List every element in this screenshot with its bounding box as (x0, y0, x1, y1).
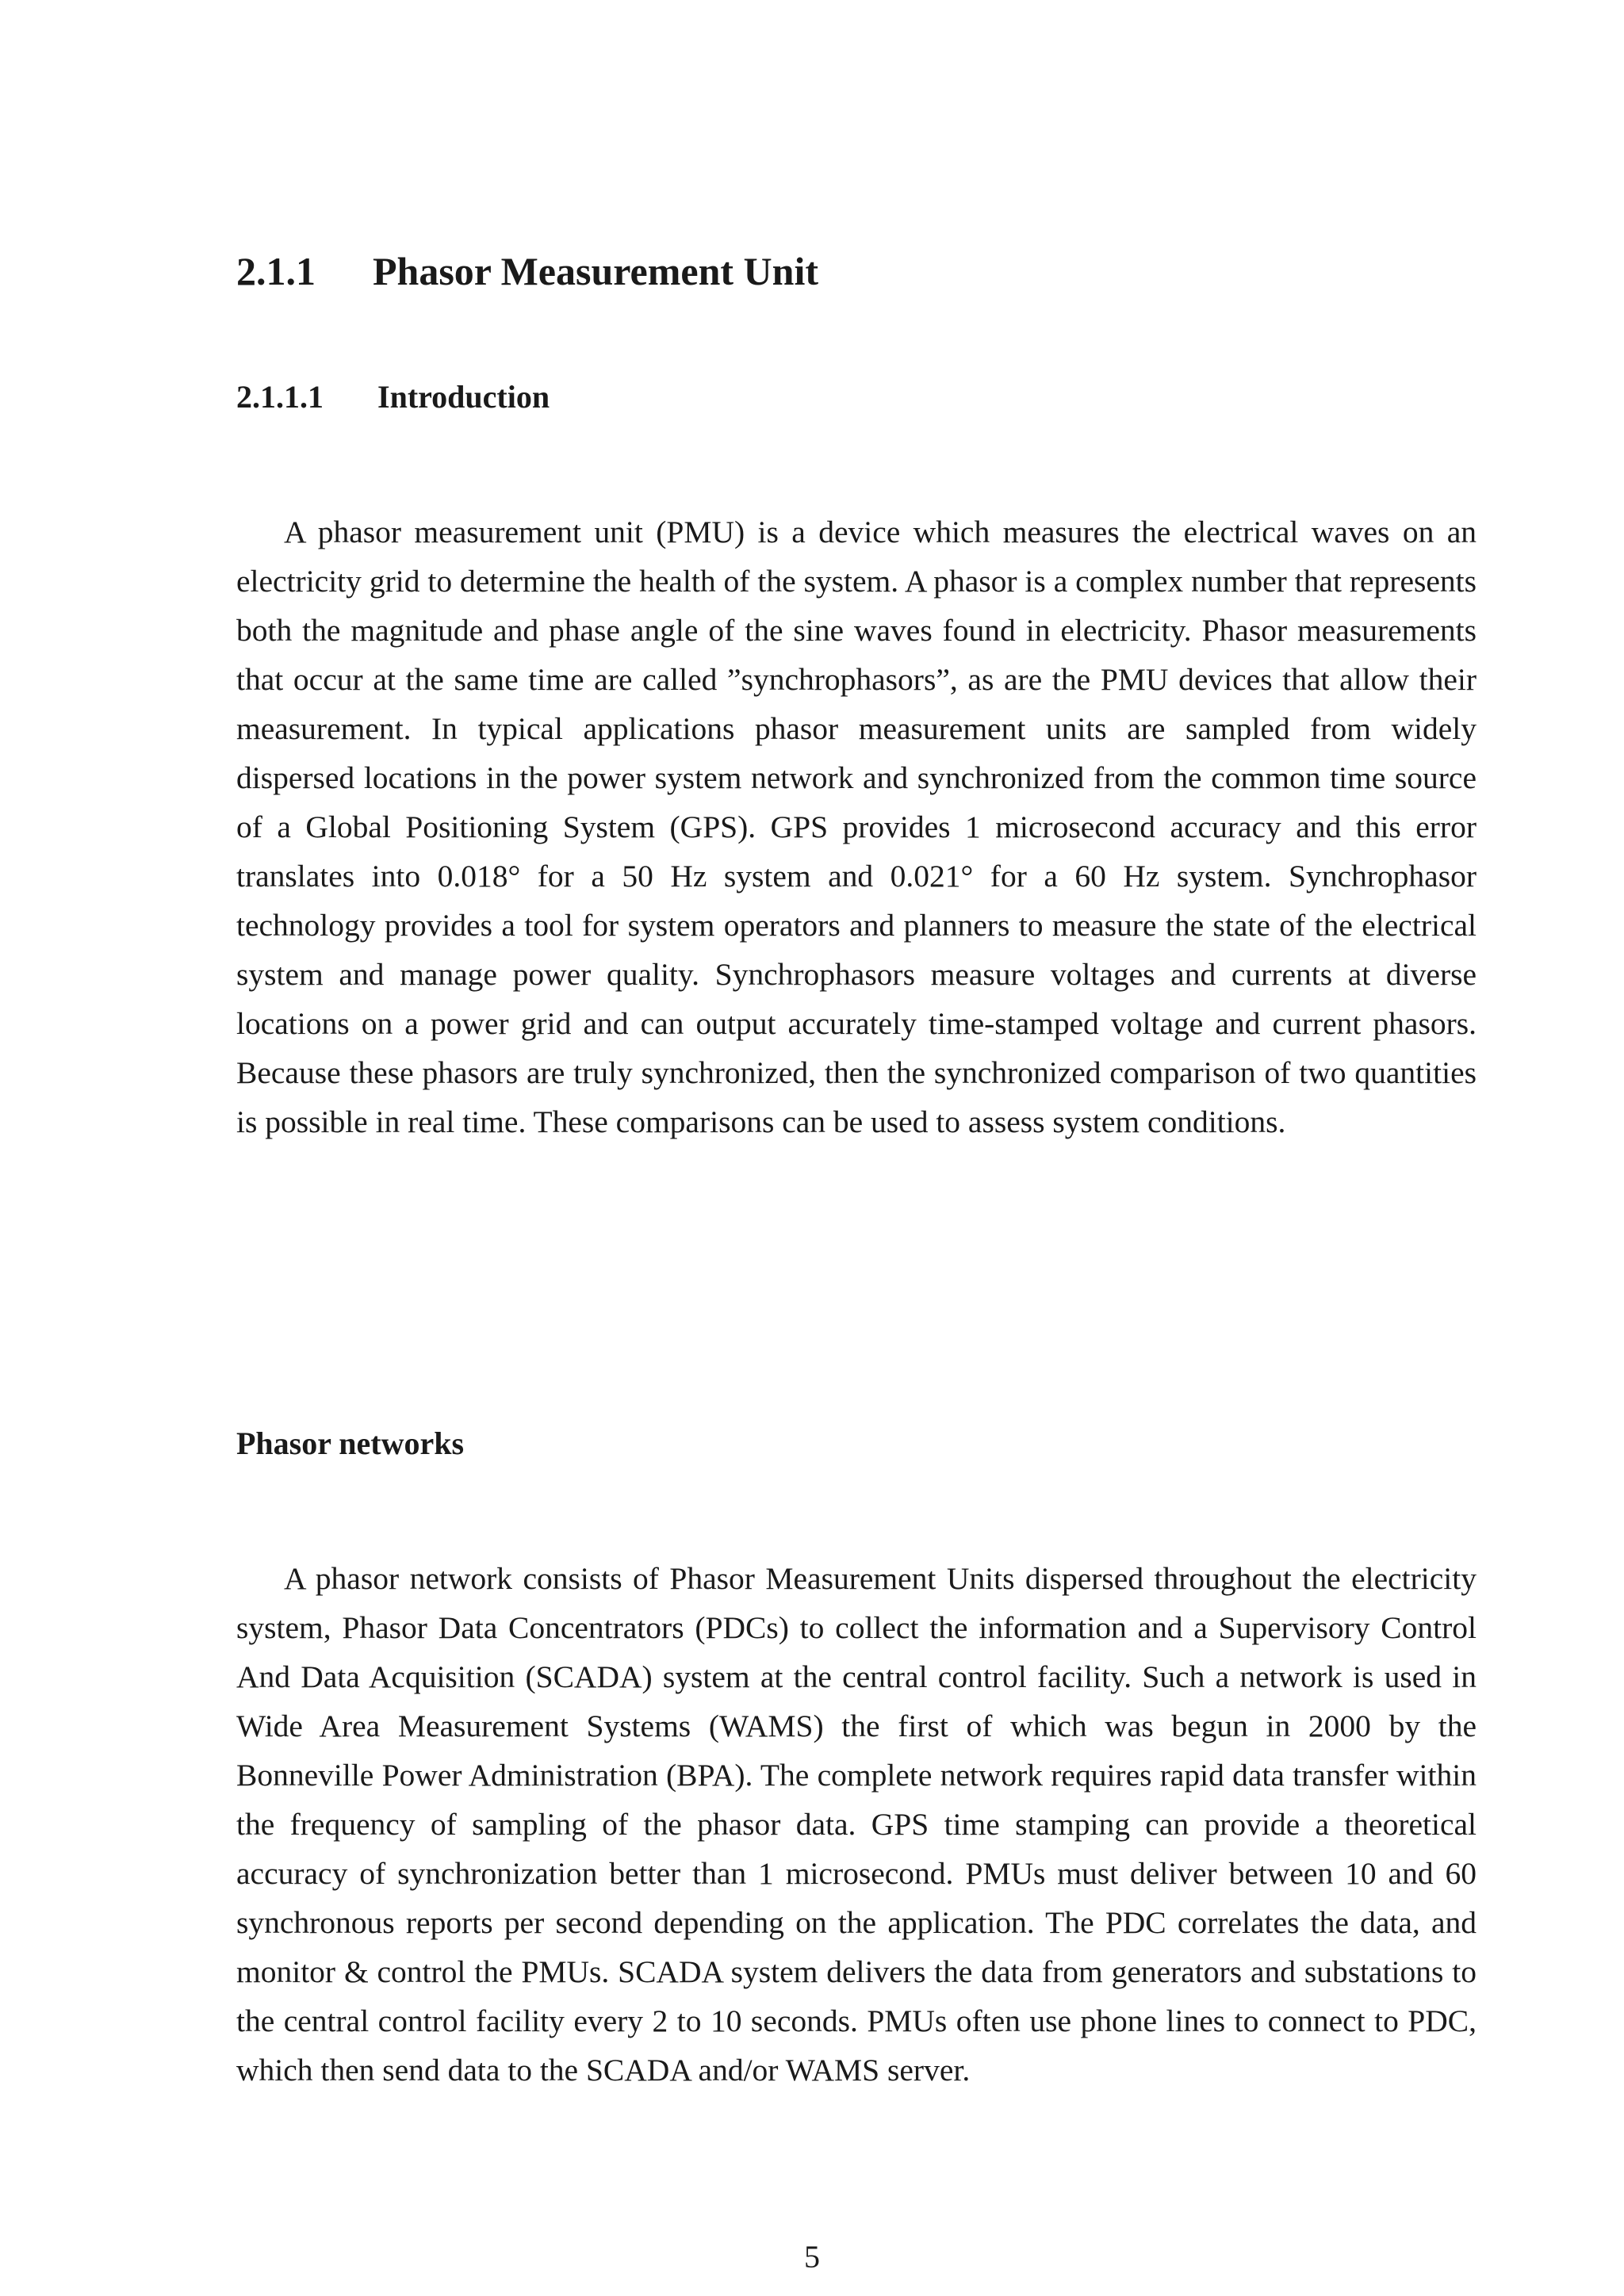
subsubsection-heading (236, 377, 550, 417)
subsubsection-title: Introduction (377, 379, 550, 415)
subsection-number: 2.1.1 (236, 249, 316, 293)
subsection-title: Phasor Measurement Unit (373, 249, 818, 293)
intro-paragraph: A phasor measurement unit (PMU) is a device which measures the electrical waves on an electricity grid to determine the health of the system. A phasor is a complex number that represents both the magnitude and phase angle of the sine waves found in electricity. Phasor measurements that occur at the same time are called ”synchrophasors”, as are the PMU devices that allow their measurement. In typical applications phasor measurement units are sampled from widely dispersed locations in the power system network and synchronized from the common time source of a Global Positioning System (GPS). GPS provides 1 microsecond accuracy and this error translates into 0.018° for a 50 Hz system and 0.021° for a 60 Hz system. Synchrophasor technology provides a tool for system operators and planners to measure the state of the electrical system and manage power quality. Synchrophasors measure voltages and currents at diverse locations on a power grid and can output accurately time-stamped voltage and current phasors. Because these phasors are truly synchronized, then the synchronized comparison of two quantities is possible in real time. These comparisons can be used to assess system conditions. (236, 515, 1477, 1139)
phasor-networks-paragraph: A phasor network consists of Phasor Measurement Units dispersed throughout the electricity system, Phasor Data Concentrators (PDCs) to collect the information and a Supervisory Control And Data Acquisition (SCADA) system at the central control facility. Such a network is used in Wide Area Measurement Systems (WAMS) the first of which was begun in 2000 by the Bonneville Power Administration (BPA). The complete network requires rapid data transfer within the frequency of sampling of the phasor data. GPS time stamping can provide a theoretical accuracy of synchronization better than 1 microsecond. PMUs must deliver between 10 and 60 synchronous reports per second depending on the application. The PDC correlates the data, and monitor & control the PMUs. SCADA system delivers the data from generators and substations to the central control facility every 2 to 10 seconds. PMUs often use phone lines to connect to PDC, which then send data to the SCADA and/or WAMS server. (236, 1561, 1477, 2087)
phasor-networks-heading: Phasor networks (236, 1425, 465, 1461)
page-number: 5 (804, 2239, 820, 2275)
subsection-heading (236, 247, 818, 295)
subsubsection-number: 2.1.1.1 (236, 379, 324, 415)
